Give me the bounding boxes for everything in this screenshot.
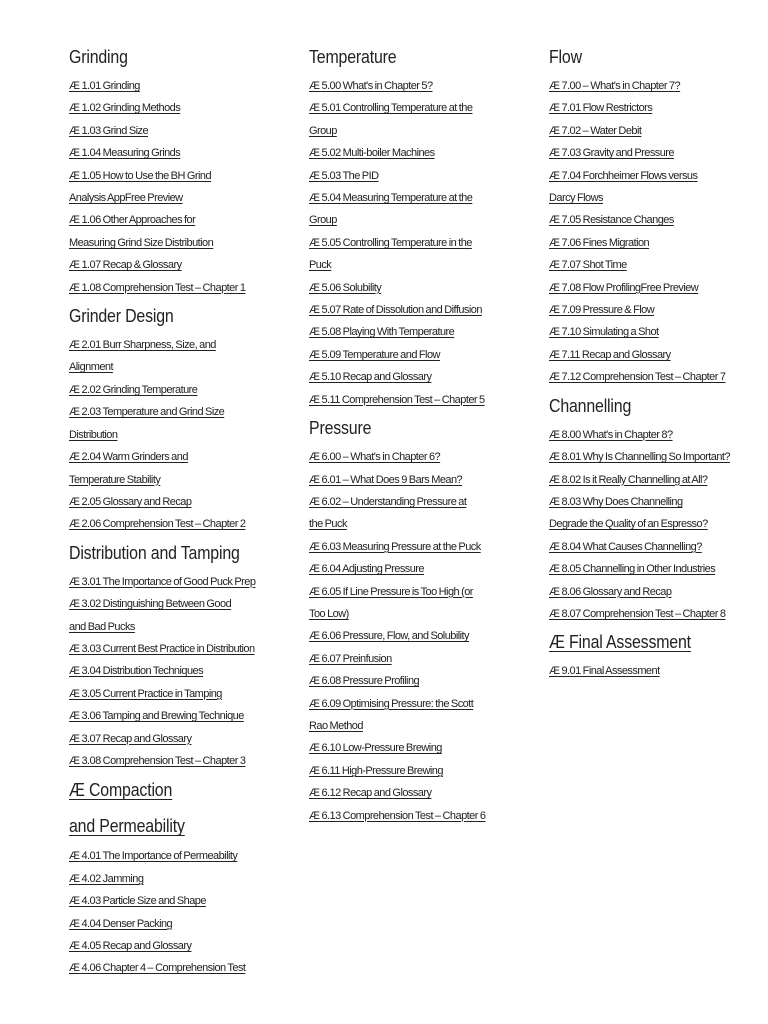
lesson-link[interactable]: Æ 7.01 Flow Restrictors [549, 102, 653, 115]
lesson-link[interactable]: Æ 6.07 Preinfusion [309, 652, 392, 665]
lesson-link[interactable]: Æ 7.00 – What's in Chapter 7? [549, 80, 681, 92]
section-title: Grinding [69, 46, 128, 67]
lesson-link[interactable]: Æ 8.05 Channelling in Other Industries [549, 563, 716, 576]
lesson-link[interactable]: Æ 5.00 What's in Chapter 5? [309, 80, 433, 92]
section-distribution-tamping [69, 536, 259, 773]
section-pressure [309, 411, 499, 827]
lesson-link[interactable]: Æ 6.06 Pressure, Flow, and Solubility [309, 630, 469, 643]
section-channelling [549, 389, 734, 626]
lesson-link[interactable]: Æ 5.02 Multi-boiler Machines [309, 147, 435, 160]
lesson-link[interactable]: Æ 3.03 Current Best Practice in Distribution [69, 642, 255, 655]
lesson-link[interactable]: Æ 6.11 High-Pressure Brewing [309, 764, 443, 777]
section-title[interactable]: Æ Compaction and Permeability [69, 779, 185, 837]
section-final-assessment [549, 625, 734, 682]
lesson-link[interactable]: Æ 8.00 What's in Chapter 8? [549, 428, 673, 441]
lesson-link[interactable]: Æ 1.07 Recap & Glossary [69, 259, 182, 272]
lesson-link[interactable]: Æ 7.05 Resistance Changes [549, 214, 674, 227]
lesson-link[interactable]: Æ 7.02 – Water Debit [549, 124, 642, 137]
lesson-link[interactable]: Æ 2.04 Warm Grinders and Temperature Stability [69, 451, 188, 486]
lesson-link[interactable]: Æ 7.08 Flow ProfilingFree Preview [549, 281, 699, 294]
lesson-link[interactable]: Æ 5.07 Rate of Dissolution and Diffusion [309, 304, 482, 317]
lesson-link[interactable]: Æ 2.06 Comprehension Test – Chapter 2 [69, 518, 246, 531]
lesson-link[interactable]: Æ 1.01 Grinding [69, 80, 140, 92]
lesson-link[interactable]: Æ 6.02 – Understanding Pressure at the Puck [309, 495, 467, 531]
lesson-link[interactable]: Æ 6.00 – What's in Chapter 6? [309, 451, 441, 464]
lesson-link[interactable]: Æ 7.12 Comprehension Test – Chapter 7 [549, 371, 726, 384]
lesson-link[interactable]: Æ 5.10 Recap and Glossary [309, 371, 432, 384]
outline-column-2 [309, 40, 499, 827]
lesson-link[interactable]: Æ 8.03 Why Does Channelling Degrade the Quality of an Espresso? [549, 495, 708, 531]
lesson-link[interactable]: Æ 1.04 Measuring Grinds [69, 147, 181, 160]
lesson-link[interactable]: Æ 7.10 Simulating a Shot [549, 326, 659, 339]
lesson-link[interactable]: Æ 7.04 Forchheimer Flows versus Darcy Flows [549, 169, 698, 205]
section-title: Channelling [549, 394, 632, 416]
lesson-link[interactable]: Æ 5.08 Playing With Temperature [309, 326, 455, 339]
lesson-link[interactable]: Æ 9.01 Final Assessment [549, 665, 660, 678]
lesson-link[interactable]: Æ 7.11 Recap and Glossary [549, 348, 671, 361]
section-title: Pressure [309, 417, 372, 439]
section-grinding [69, 40, 259, 299]
lesson-link[interactable]: Æ 5.11 Comprehension Test – Chapter 5 [309, 393, 485, 406]
section-title[interactable]: Æ Final Assessment [549, 631, 691, 653]
lesson-link[interactable]: Æ 4.05 Recap and Glossary [69, 940, 192, 952]
lesson-link[interactable]: Æ 3.08 Comprehension Test – Chapter 3 [69, 754, 246, 767]
lesson-link[interactable]: Æ 3.02 Distinguishing Between Good and Bad Pucks [69, 598, 232, 633]
lesson-link[interactable]: Æ 5.03 The PID [309, 169, 379, 182]
lesson-link[interactable]: Æ 1.08 Comprehension Test – Chapter 1 [69, 281, 246, 294]
lesson-link[interactable]: Æ 3.05 Current Practice in Tamping [69, 687, 222, 700]
section-title: Grinder Design [69, 305, 174, 327]
lesson-link[interactable]: Æ 3.04 Distribution Techniques [69, 665, 204, 678]
lesson-link[interactable]: Æ 1.02 Grinding Methods [69, 102, 181, 115]
lesson-link[interactable]: Æ 8.02 Is it Really Channelling at All? [549, 473, 708, 486]
lesson-link[interactable]: Æ 3.01 The Importance of Good Puck Prep [69, 575, 256, 588]
section-title: Distribution and Tamping [69, 541, 240, 563]
lesson-link[interactable]: Æ 6.03 Measuring Pressure at the Puck [309, 540, 481, 553]
lesson-link[interactable]: Æ 4.06 Chapter 4 – Comprehension Test [69, 962, 246, 975]
lesson-link[interactable]: Æ 6.10 Low-Pressure Brewing [309, 742, 442, 755]
lesson-link[interactable]: Æ 2.02 Grinding Temperature [69, 383, 198, 396]
section-flow [549, 40, 734, 389]
lesson-link[interactable]: Æ 3.06 Tamping and Brewing Technique [69, 710, 244, 723]
lesson-link[interactable]: Æ 8.04 What Causes Channelling? [549, 540, 702, 553]
lesson-link[interactable]: Æ 7.06 Fines Migration [549, 236, 650, 249]
lesson-link[interactable]: Æ 6.08 Pressure Profiling [309, 675, 420, 688]
lesson-link[interactable]: Æ 7.03 Gravity and Pressure [549, 147, 674, 160]
lesson-link[interactable]: Æ 5.06 Solubility [309, 281, 382, 294]
lesson-link[interactable]: Æ 6.01 – What Does 9 Bars Mean? [309, 473, 463, 486]
section-grinder-design [69, 299, 259, 536]
lesson-link[interactable]: Æ 4.03 Particle Size and Shape [69, 895, 206, 908]
lesson-link[interactable]: Æ 1.05 How to Use the BH Grind Analysis AppFree Preview [69, 169, 212, 205]
outline-column-1 [69, 40, 259, 980]
lesson-link[interactable]: Æ 8.01 Why Is Channelling So Important? [549, 451, 730, 464]
lesson-link[interactable]: Æ 4.02 Jamming [69, 872, 144, 885]
lesson-link[interactable]: Æ 6.12 Recap and Glossary [309, 787, 432, 800]
lesson-link[interactable]: Æ 6.04 Adjusting Pressure [309, 563, 424, 576]
outline-column-3 [549, 40, 734, 683]
lesson-link[interactable]: Æ 8.07 Comprehension Test – Chapter 8 [549, 607, 726, 620]
section-title: Flow [549, 46, 582, 67]
lesson-link[interactable]: Æ 2.03 Temperature and Grind Size Distribution [69, 406, 225, 441]
lesson-link[interactable]: Æ 4.01 The Importance of Permeability [69, 850, 238, 863]
lesson-link[interactable]: Æ 5.09 Temperature and Flow [309, 348, 440, 361]
lesson-link[interactable]: Æ 6.09 Optimising Pressure: the Scott Rao Method [309, 697, 474, 732]
lesson-link[interactable]: Æ 5.01 Controlling Temperature at the Group [309, 102, 473, 137]
lesson-link[interactable]: Æ 3.07 Recap and Glossary [69, 732, 192, 745]
lesson-link[interactable]: Æ 6.05 If Line Pressure is Too High (or Too Low) [309, 585, 473, 620]
section-temperature [309, 40, 499, 411]
section-title: Temperature [309, 46, 397, 67]
lesson-link[interactable]: Æ 8.06 Glossary and Recap [549, 585, 672, 598]
lesson-link[interactable]: Æ 5.05 Controlling Temperature in the Puck [309, 236, 472, 272]
lesson-link[interactable]: Æ 4.04 Denser Packing [69, 917, 173, 930]
section-compaction-permeability [69, 772, 259, 979]
lesson-link[interactable]: Æ 2.05 Glossary and Recap [69, 495, 192, 508]
lesson-link[interactable]: Æ 1.03 Grind Size [69, 124, 149, 137]
lesson-link[interactable]: Æ 7.09 Pressure & Flow [549, 304, 655, 317]
lesson-link[interactable]: Æ 1.06 Other Approaches for Measuring Grind Size Distribution [69, 214, 214, 249]
lesson-link[interactable]: Æ 6.13 Comprehension Test – Chapter 6 [309, 809, 486, 822]
lesson-link[interactable]: Æ 2.01 Burr Sharpness, Size, and Alignment [69, 339, 216, 374]
lesson-link[interactable]: Æ 5.04 Measuring Temperature at the Group [309, 192, 473, 227]
lesson-link[interactable]: Æ 7.07 Shot Time [549, 259, 627, 272]
